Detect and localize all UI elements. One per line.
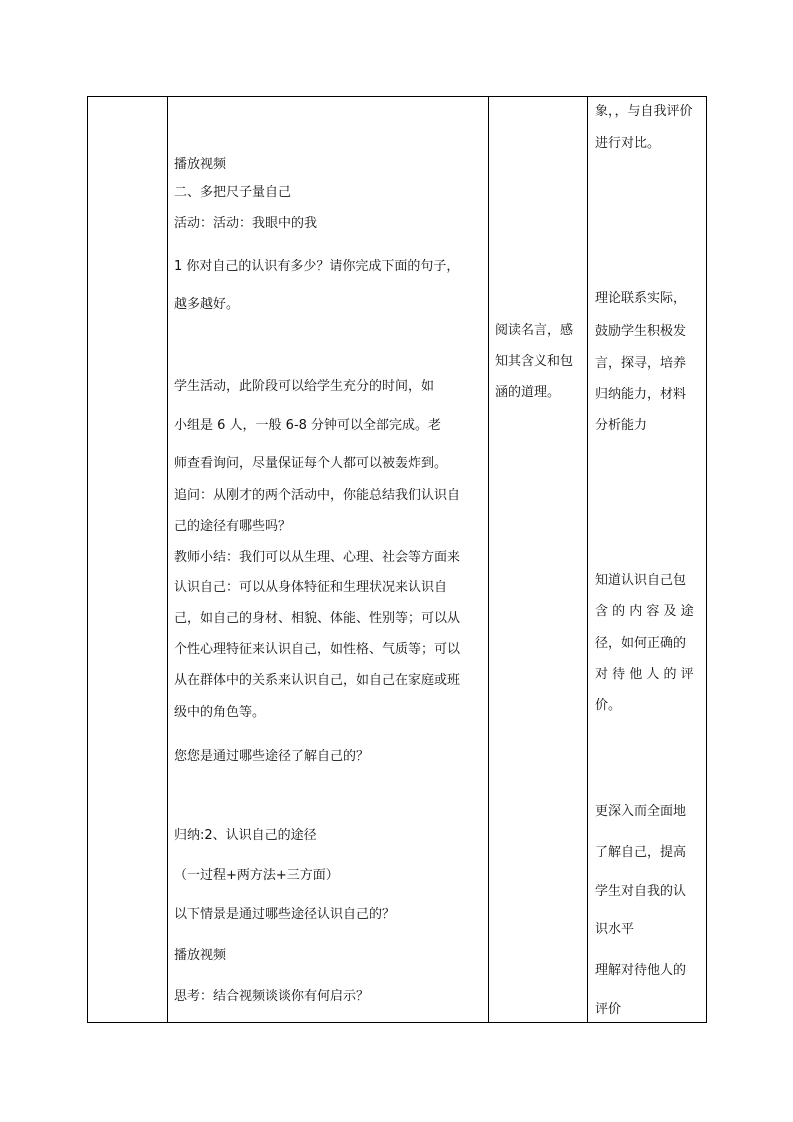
text-line: 识水平 <box>595 922 635 937</box>
text-line: 理解对待他人的 <box>595 963 687 978</box>
column-4-design-intent <box>588 97 706 1022</box>
text-line: 二、多把尺子量自己 <box>174 185 292 200</box>
text-line: 活动：活动：我眼中的我 <box>174 216 318 231</box>
column-3-student-activity <box>489 97 588 1022</box>
text-line: 从在群体中的关系来认识自己，如自己在家庭或班 <box>174 673 461 688</box>
text-line: 己，如自己的身材、相貌、体能、性别等；可以从 <box>174 611 461 626</box>
text-line: 知道认识自己包 <box>595 573 687 588</box>
text-line: 进行对比。 <box>595 136 661 151</box>
column-2-teaching-process <box>168 97 489 1022</box>
text-line: 涵的道理。 <box>495 385 561 400</box>
text-line: 理论联系实际， <box>595 291 687 306</box>
text-line: 个性心理特征来认识自己，如性格、气质等；可以 <box>174 642 461 657</box>
text-line: 己的途径有哪些吗？ <box>174 519 292 534</box>
text-line: 分析能力 <box>595 418 648 433</box>
text-line: 价。 <box>595 698 622 713</box>
text-line: 教师小结：我们可以从生理、心理、社会等方面来 <box>174 550 461 565</box>
text-line: 象，，与自我评价 <box>595 104 693 119</box>
text-line: 径，如何正确的 <box>595 636 687 651</box>
text-line: 认识自己：可以从身体特征和生理状况来认识自 <box>174 580 448 595</box>
text-line: 您您是通过哪些途径了解自己的？ <box>174 749 370 764</box>
text-line: 1 你对自己的认识有多少？请你完成下面的句子， <box>174 259 460 274</box>
text-line: 小组是 6 人，一般 6-8 分钟可以全部完成。老 <box>174 418 442 433</box>
text-line: 鼓励学生积极发 <box>595 324 687 339</box>
text-line: 学生对自我的认 <box>595 884 687 899</box>
text-line: 对 待 他 人 的 评 <box>595 667 694 682</box>
text-line: 学生活动，此阶段可以给学生充分的时间，如 <box>174 379 435 394</box>
text-line: 归纳:2、认识自己的途径 <box>174 828 317 843</box>
text-line: 含 的 内 容 及 途 <box>595 604 694 619</box>
text-line: 知其含义和包 <box>495 354 574 369</box>
text-line: 阅读名言，感 <box>495 323 574 338</box>
text-line: 师查看询问，尽量保证每个人都可以被轰炸到。 <box>174 456 448 471</box>
text-line: 评价 <box>595 1002 622 1017</box>
text-line: 级中的角色等。 <box>174 705 266 720</box>
text-line: 更深入而全面地 <box>595 804 687 819</box>
column-1-cell <box>88 97 168 1022</box>
text-line: 了解自己，提高 <box>595 845 687 860</box>
text-line: 播放视频 <box>174 157 227 172</box>
text-line: 归纳能力，材料 <box>595 387 687 402</box>
text-line: 以下情景是通过哪些途径认识自己的？ <box>174 907 396 922</box>
text-line: 越多越好。 <box>174 297 240 312</box>
text-line: 追问：从刚才的两个活动中，你能总结我们认识自 <box>174 488 461 503</box>
text-line: （一过程+两方法+三方面） <box>174 868 339 883</box>
text-line: 言，探寻，培养 <box>595 356 687 371</box>
text-line: 思考：结合视频谈谈你有何启示？ <box>174 989 370 1004</box>
lesson-plan-table <box>87 96 707 1023</box>
text-line: 播放视频 <box>174 948 227 963</box>
